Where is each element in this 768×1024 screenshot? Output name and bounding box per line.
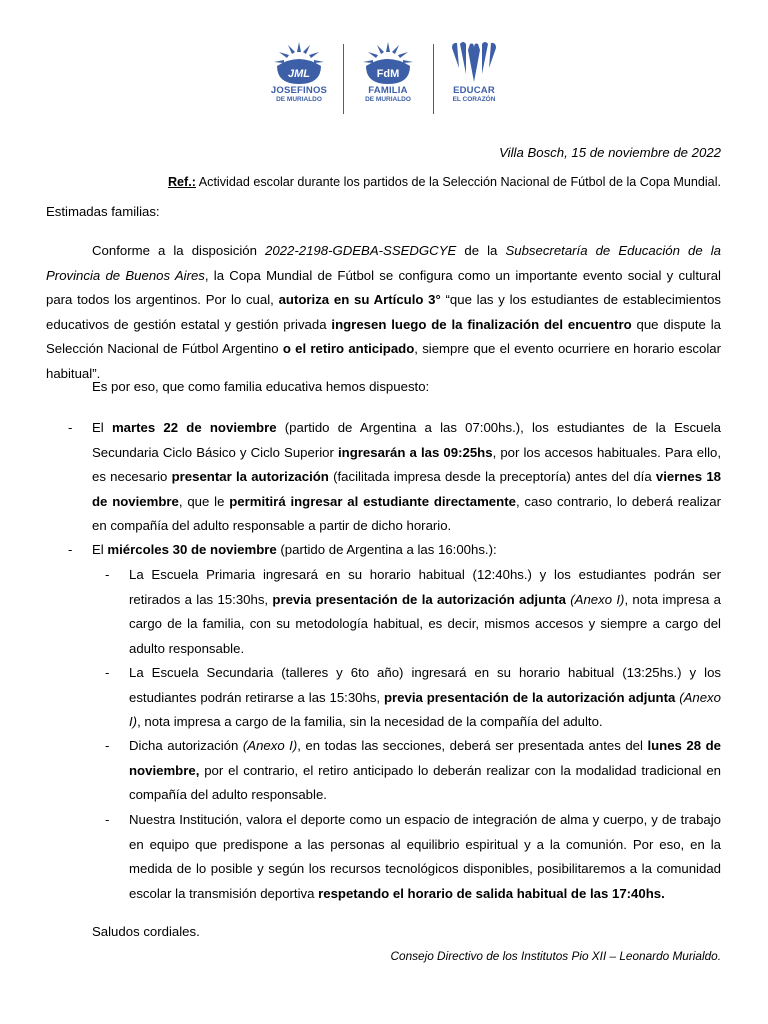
list-item-martes: El martes 22 de noviembre (partido de Argentina a las 07:00hs.), los estudiantes de la Escuela Secundaria Ciclo Básico y Ciclo Superior ingresarán a las 09:25hs, por los accesos habituales. Para ello, es necesario presentar la autorización (facilitada impresa desde la preceptoría) antes del día viernes 18 de noviembre, que le permitirá ingresar al estudiante directamente, caso contrario, lo deberá realizar en compañía del adulto responsable a partir de dicho horario. — [92, 420, 722, 533]
educar-logo-line1: EDUCAR — [453, 85, 495, 96]
signature: Consejo Directivo de los Institutos Pio XII – Leonardo Murialdo. — [390, 949, 721, 963]
place-date: Villa Bosch, 15 de noviembre de 2022 — [499, 145, 721, 160]
sub-item-primaria: La Escuela Primaria ingresará en su horario habitual (12:40hs.) y los estudiantes podrán ser retirados a las 15:30hs, previa presentación de la autorización adjunta (Anexo I), nota impresa a cargo de la familia, con su metodología habitual, es decir, mismos accesos y siempre a cargo del adulto responsable. — [129, 567, 721, 656]
reference-line — [46, 170, 721, 195]
logo-divider — [433, 44, 434, 114]
josefinos-logo — [262, 40, 336, 103]
josefinos-logo-line1: JOSEFINOS — [270, 85, 328, 96]
sub-bullet-mark: - — [105, 567, 110, 582]
sub-item-institucion: Nuestra Institución, valora el deporte como un espacio de integración de alma y cuerpo, y de trabajo en equipo que predispone a las personas al equilibrio espiritual y a la comunión. Por eso, en la medida de lo posible y según los recursos tecnológicos disponibles, posibilitaremos a la comunidad escolar la transmisión deportiva respetando el horario de salida habitual de las 17:40hs. — [129, 812, 721, 901]
svg-text:JML: JML — [288, 68, 310, 80]
familia-logo-line2: DE MURIALDO — [365, 96, 411, 103]
sub-bullet-mark: - — [105, 665, 110, 680]
header-logos — [262, 40, 508, 118]
reference-label: Ref.: — [167, 175, 196, 189]
bullet-mark: - — [68, 542, 73, 557]
bullet-mark: - — [68, 420, 73, 435]
closing-line: Saludos cordiales. — [92, 924, 200, 939]
sub-item-secundaria: La Escuela Secundaria (talleres y 6to año) ingresará en su horario habitual (13:25hs.) y los estudiantes podrán retirarse a las 15:30hs, previa presentación de la autorización adjunta (Anexo I), nota impresa a cargo de la familia, sin la necesidad de la compañía del adulto. — [129, 665, 721, 729]
transition-line: Es por eso, que como familia educativa hemos dispuesto: — [92, 379, 430, 394]
educar-logo-line2: EL CORAZÓN — [452, 96, 496, 103]
familia-sun-icon — [359, 40, 417, 86]
josefinos-logo-line2: DE MURIALDO — [276, 96, 322, 103]
educar-logo — [440, 40, 508, 103]
list-item-miercoles: El miércoles 30 de noviembre (partido de Argentina a las 16:00hs.): — [92, 542, 497, 557]
familia-logo-line1: FAMILIA — [368, 85, 408, 96]
familia-logo — [350, 40, 426, 103]
reference-text: Actividad escolar durante los partidos de la Selección Nacional de Fútbol de la Copa Mundial. — [195, 175, 721, 189]
heart-icon — [448, 40, 500, 86]
svg-text:FdM: FdM — [376, 68, 400, 80]
sub-bullet-mark: - — [105, 738, 110, 753]
josefinos-sun-icon — [270, 40, 328, 86]
greeting: Estimadas familias: — [46, 204, 160, 219]
logo-divider — [343, 44, 344, 114]
intro-paragraph: Conforme a la disposición 2022-2198-GDEBA-SSEDGCYE de la Subsecretaría de Educación de la Provincia de Buenos Aires, la Copa Mundial de Fútbol se configura como un importante evento social y cultural para todos los argentinos. Por lo cual, autoriza en su Artículo 3° “que las y los estudiantes de establecimientos educativos de gestión estatal y gestión privada ingresen luego de la finalización del encuentro que dispute la Selección Nacional de Fútbol Argentino o el retiro anticipado, siempre que el evento ocurriere en horario escolar habitual”. — [46, 243, 721, 381]
sub-bullet-mark: - — [105, 812, 110, 827]
sub-item-autorizacion: Dicha autorización (Anexo I), en todas las secciones, deberá ser presentada antes del lunes 28 de noviembre, por el contrario, el retiro anticipado lo deberán realizar con la modalidad tradicional en compañía del adulto responsable. — [129, 738, 721, 802]
